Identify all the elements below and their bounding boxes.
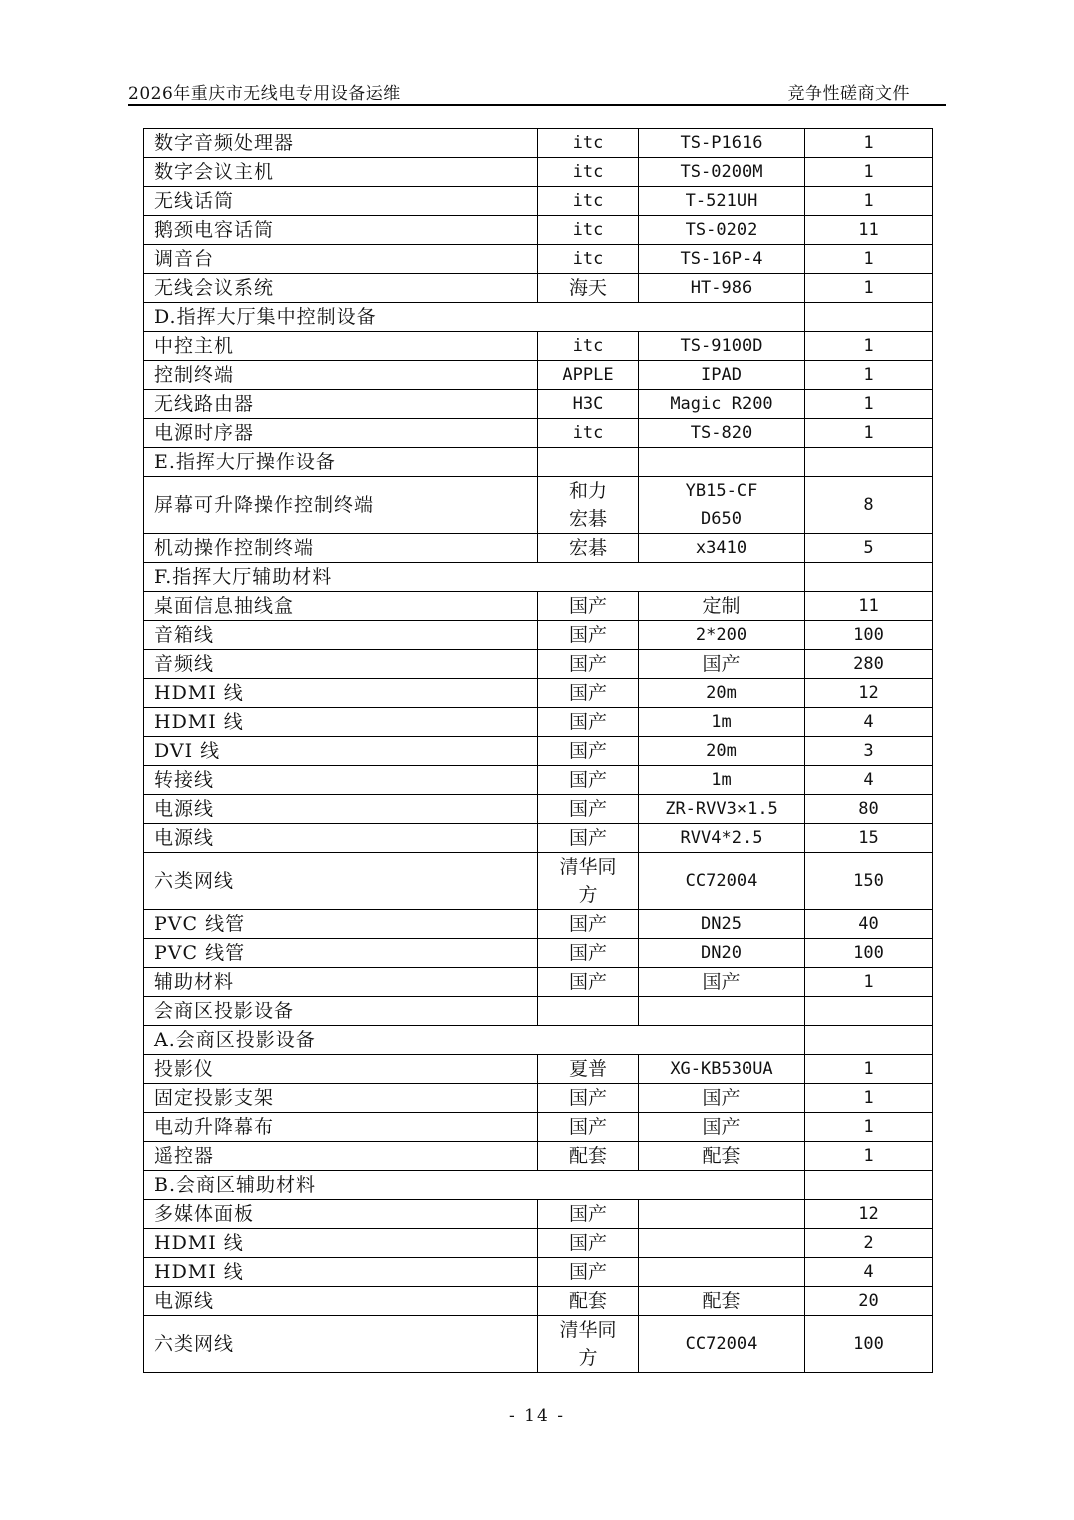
quantity-cell: 1 bbox=[805, 1113, 933, 1142]
section-row bbox=[144, 303, 933, 332]
brand-cell: 和力 宏碁 bbox=[538, 477, 639, 534]
quantity-cell: 1 bbox=[805, 332, 933, 361]
section-title: F.指挥大厅辅助材料 bbox=[144, 563, 805, 592]
table-row bbox=[144, 708, 933, 737]
brand-cell: itc bbox=[538, 332, 639, 361]
brand-cell: 国产 bbox=[538, 1229, 639, 1258]
quantity-cell bbox=[805, 997, 933, 1026]
quantity-cell: 12 bbox=[805, 679, 933, 708]
model-cell: T-521UH bbox=[639, 187, 805, 216]
brand-cell: 国产 bbox=[538, 1200, 639, 1229]
page-header bbox=[128, 74, 946, 106]
section-row bbox=[144, 1171, 933, 1200]
table-row bbox=[144, 1258, 933, 1287]
item-name-cell: 会商区投影设备 bbox=[144, 997, 538, 1026]
brand-cell: itc bbox=[538, 419, 639, 448]
model-cell: 2*200 bbox=[639, 621, 805, 650]
model-cell: 国产 bbox=[639, 968, 805, 997]
model-cell: TS-9100D bbox=[639, 332, 805, 361]
model-cell: Magic R200 bbox=[639, 390, 805, 419]
table-row bbox=[144, 1084, 933, 1113]
quantity-cell: 1 bbox=[805, 390, 933, 419]
item-name-cell: E.指挥大厅操作设备 bbox=[144, 448, 538, 477]
table-row bbox=[144, 766, 933, 795]
table-row bbox=[144, 477, 933, 534]
table-row bbox=[144, 1113, 933, 1142]
item-name-cell: 遥控器 bbox=[144, 1142, 538, 1171]
table-row bbox=[144, 361, 933, 390]
item-name-cell: HDMI 线 bbox=[144, 708, 538, 737]
quantity-cell bbox=[805, 448, 933, 477]
table-row bbox=[144, 592, 933, 621]
model-cell: RVV4*2.5 bbox=[639, 824, 805, 853]
item-name-cell: 调音台 bbox=[144, 245, 538, 274]
item-name-cell: 数字音频处理器 bbox=[144, 129, 538, 158]
section-qty-cell bbox=[805, 1026, 933, 1055]
table-row bbox=[144, 1287, 933, 1316]
table-row bbox=[144, 910, 933, 939]
model-cell bbox=[639, 1200, 805, 1229]
brand-cell: 国产 bbox=[538, 1258, 639, 1287]
item-name-cell: 音频线 bbox=[144, 650, 538, 679]
model-cell: 1m bbox=[639, 708, 805, 737]
table-row bbox=[144, 158, 933, 187]
quantity-cell: 1 bbox=[805, 1055, 933, 1084]
item-name-cell: HDMI 线 bbox=[144, 1258, 538, 1287]
brand-cell: H3C bbox=[538, 390, 639, 419]
model-cell: 定制 bbox=[639, 592, 805, 621]
brand-cell: itc bbox=[538, 129, 639, 158]
table-row bbox=[144, 650, 933, 679]
item-name-cell: HDMI 线 bbox=[144, 1229, 538, 1258]
quantity-cell: 280 bbox=[805, 650, 933, 679]
section-title: A.会商区投影设备 bbox=[144, 1026, 805, 1055]
brand-cell: 清华同 方 bbox=[538, 853, 639, 910]
item-name-cell: 电源线 bbox=[144, 1287, 538, 1316]
brand-cell: 国产 bbox=[538, 968, 639, 997]
item-name-cell: 固定投影支架 bbox=[144, 1084, 538, 1113]
brand-cell: 国产 bbox=[538, 621, 639, 650]
brand-cell: itc bbox=[538, 245, 639, 274]
table-row bbox=[144, 332, 933, 361]
model-cell: TS-0202 bbox=[639, 216, 805, 245]
quantity-cell: 1 bbox=[805, 361, 933, 390]
section-row bbox=[144, 563, 933, 592]
model-cell: 20m bbox=[639, 737, 805, 766]
table-row bbox=[144, 1200, 933, 1229]
item-name-cell: PVC 线管 bbox=[144, 910, 538, 939]
model-cell: 国产 bbox=[639, 650, 805, 679]
quantity-cell: 12 bbox=[805, 1200, 933, 1229]
quantity-cell: 2 bbox=[805, 1229, 933, 1258]
brand-cell: 宏碁 bbox=[538, 534, 639, 563]
model-cell: x3410 bbox=[639, 534, 805, 563]
table-row bbox=[144, 997, 933, 1026]
quantity-cell: 8 bbox=[805, 477, 933, 534]
item-name-cell: 桌面信息抽线盒 bbox=[144, 592, 538, 621]
table-row bbox=[144, 968, 933, 997]
quantity-cell: 100 bbox=[805, 939, 933, 968]
item-name-cell: 鹅颈电容话筒 bbox=[144, 216, 538, 245]
brand-cell: 国产 bbox=[538, 766, 639, 795]
table-row bbox=[144, 245, 933, 274]
quantity-cell: 100 bbox=[805, 621, 933, 650]
item-name-cell: 六类网线 bbox=[144, 1316, 538, 1373]
quantity-cell: 80 bbox=[805, 795, 933, 824]
header-doc-type: 竞争性磋商文件 bbox=[787, 84, 910, 104]
model-cell: 配套 bbox=[639, 1142, 805, 1171]
quantity-cell: 1 bbox=[805, 1142, 933, 1171]
table-row bbox=[144, 1055, 933, 1084]
item-name-cell: 无线路由器 bbox=[144, 390, 538, 419]
item-name-cell: 多媒体面板 bbox=[144, 1200, 538, 1229]
item-name-cell: 转接线 bbox=[144, 766, 538, 795]
item-name-cell: 电动升降幕布 bbox=[144, 1113, 538, 1142]
brand-cell: 国产 bbox=[538, 824, 639, 853]
model-cell: YB15-CF D650 bbox=[639, 477, 805, 534]
model-cell: CC72004 bbox=[639, 1316, 805, 1373]
quantity-cell: 4 bbox=[805, 1258, 933, 1287]
brand-cell: 国产 bbox=[538, 708, 639, 737]
table-row bbox=[144, 824, 933, 853]
model-cell: ZR-RVV3×1.5 bbox=[639, 795, 805, 824]
item-name-cell: 数字会议主机 bbox=[144, 158, 538, 187]
table-row bbox=[144, 419, 933, 448]
item-name-cell: 电源线 bbox=[144, 795, 538, 824]
item-name-cell: 投影仪 bbox=[144, 1055, 538, 1084]
brand-cell: 配套 bbox=[538, 1287, 639, 1316]
quantity-cell: 100 bbox=[805, 1316, 933, 1373]
model-cell: XG-KB530UA bbox=[639, 1055, 805, 1084]
brand-cell: 国产 bbox=[538, 939, 639, 968]
table-row bbox=[144, 939, 933, 968]
table-row bbox=[144, 737, 933, 766]
model-cell bbox=[639, 997, 805, 1026]
table-row bbox=[144, 795, 933, 824]
section-qty-cell bbox=[805, 563, 933, 592]
item-name-cell: 六类网线 bbox=[144, 853, 538, 910]
model-cell: TS-820 bbox=[639, 419, 805, 448]
quantity-cell: 1 bbox=[805, 158, 933, 187]
quantity-cell: 3 bbox=[805, 737, 933, 766]
table-row bbox=[144, 679, 933, 708]
quantity-cell: 1 bbox=[805, 187, 933, 216]
item-name-cell: 中控主机 bbox=[144, 332, 538, 361]
quantity-cell: 4 bbox=[805, 766, 933, 795]
item-name-cell: HDMI 线 bbox=[144, 679, 538, 708]
quantity-cell: 1 bbox=[805, 1084, 933, 1113]
section-title: D.指挥大厅集中控制设备 bbox=[144, 303, 805, 332]
item-name-cell: 音箱线 bbox=[144, 621, 538, 650]
section-title: B.会商区辅助材料 bbox=[144, 1171, 805, 1200]
item-name-cell: 无线话筒 bbox=[144, 187, 538, 216]
quantity-cell: 1 bbox=[805, 274, 933, 303]
table-row bbox=[144, 216, 933, 245]
model-cell: 国产 bbox=[639, 1084, 805, 1113]
quantity-cell: 1 bbox=[805, 419, 933, 448]
section-qty-cell bbox=[805, 303, 933, 332]
item-name-cell: DVI 线 bbox=[144, 737, 538, 766]
brand-cell: 国产 bbox=[538, 1084, 639, 1113]
table-row bbox=[144, 390, 933, 419]
model-cell: HT-986 bbox=[639, 274, 805, 303]
quantity-cell: 1 bbox=[805, 245, 933, 274]
brand-cell: 配套 bbox=[538, 1142, 639, 1171]
table-row bbox=[144, 1316, 933, 1373]
quantity-cell: 11 bbox=[805, 216, 933, 245]
model-cell bbox=[639, 448, 805, 477]
model-cell: CC72004 bbox=[639, 853, 805, 910]
brand-cell: itc bbox=[538, 187, 639, 216]
brand-cell: 国产 bbox=[538, 650, 639, 679]
brand-cell: 国产 bbox=[538, 679, 639, 708]
table-row bbox=[144, 187, 933, 216]
item-name-cell: 电源线 bbox=[144, 824, 538, 853]
model-cell: 配套 bbox=[639, 1287, 805, 1316]
table-row bbox=[144, 621, 933, 650]
item-name-cell: 控制终端 bbox=[144, 361, 538, 390]
brand-cell: 海天 bbox=[538, 274, 639, 303]
table-row bbox=[144, 1229, 933, 1258]
model-cell: TS-16P-4 bbox=[639, 245, 805, 274]
model-cell: TS-0200M bbox=[639, 158, 805, 187]
brand-cell: 国产 bbox=[538, 1113, 639, 1142]
section-row bbox=[144, 1026, 933, 1055]
model-cell: DN25 bbox=[639, 910, 805, 939]
brand-cell bbox=[538, 448, 639, 477]
model-cell bbox=[639, 1229, 805, 1258]
model-cell: 国产 bbox=[639, 1113, 805, 1142]
model-cell: DN20 bbox=[639, 939, 805, 968]
table-row bbox=[144, 129, 933, 158]
item-name-cell: 无线会议系统 bbox=[144, 274, 538, 303]
brand-cell: 清华同 方 bbox=[538, 1316, 639, 1373]
table-row bbox=[144, 274, 933, 303]
brand-cell: itc bbox=[538, 158, 639, 187]
brand-cell: 国产 bbox=[538, 910, 639, 939]
quantity-cell: 150 bbox=[805, 853, 933, 910]
header-title: 2026年重庆市无线电专用设备运维 bbox=[128, 84, 401, 104]
model-cell bbox=[639, 1258, 805, 1287]
model-cell: TS-P1616 bbox=[639, 129, 805, 158]
table-row bbox=[144, 1142, 933, 1171]
model-cell: 1m bbox=[639, 766, 805, 795]
quantity-cell: 5 bbox=[805, 534, 933, 563]
item-name-cell: 辅助材料 bbox=[144, 968, 538, 997]
brand-cell: 夏普 bbox=[538, 1055, 639, 1084]
quantity-cell: 40 bbox=[805, 910, 933, 939]
model-cell: 20m bbox=[639, 679, 805, 708]
item-name-cell: PVC 线管 bbox=[144, 939, 538, 968]
brand-cell bbox=[538, 997, 639, 1026]
table-row bbox=[144, 853, 933, 910]
equipment-table-body bbox=[144, 129, 933, 1373]
model-cell: IPAD bbox=[639, 361, 805, 390]
table-row bbox=[144, 534, 933, 563]
quantity-cell: 1 bbox=[805, 968, 933, 997]
brand-cell: 国产 bbox=[538, 737, 639, 766]
table-row bbox=[144, 448, 933, 477]
brand-cell: APPLE bbox=[538, 361, 639, 390]
item-name-cell: 屏幕可升降操作控制终端 bbox=[144, 477, 538, 534]
brand-cell: 国产 bbox=[538, 592, 639, 621]
section-qty-cell bbox=[805, 1171, 933, 1200]
page-number: - 14 - bbox=[509, 1406, 565, 1426]
brand-cell: 国产 bbox=[538, 795, 639, 824]
item-name-cell: 机动操作控制终端 bbox=[144, 534, 538, 563]
quantity-cell: 11 bbox=[805, 592, 933, 621]
item-name-cell: 电源时序器 bbox=[144, 419, 538, 448]
equipment-table bbox=[143, 128, 933, 1373]
quantity-cell: 20 bbox=[805, 1287, 933, 1316]
quantity-cell: 1 bbox=[805, 129, 933, 158]
quantity-cell: 15 bbox=[805, 824, 933, 853]
quantity-cell: 4 bbox=[805, 708, 933, 737]
brand-cell: itc bbox=[538, 216, 639, 245]
